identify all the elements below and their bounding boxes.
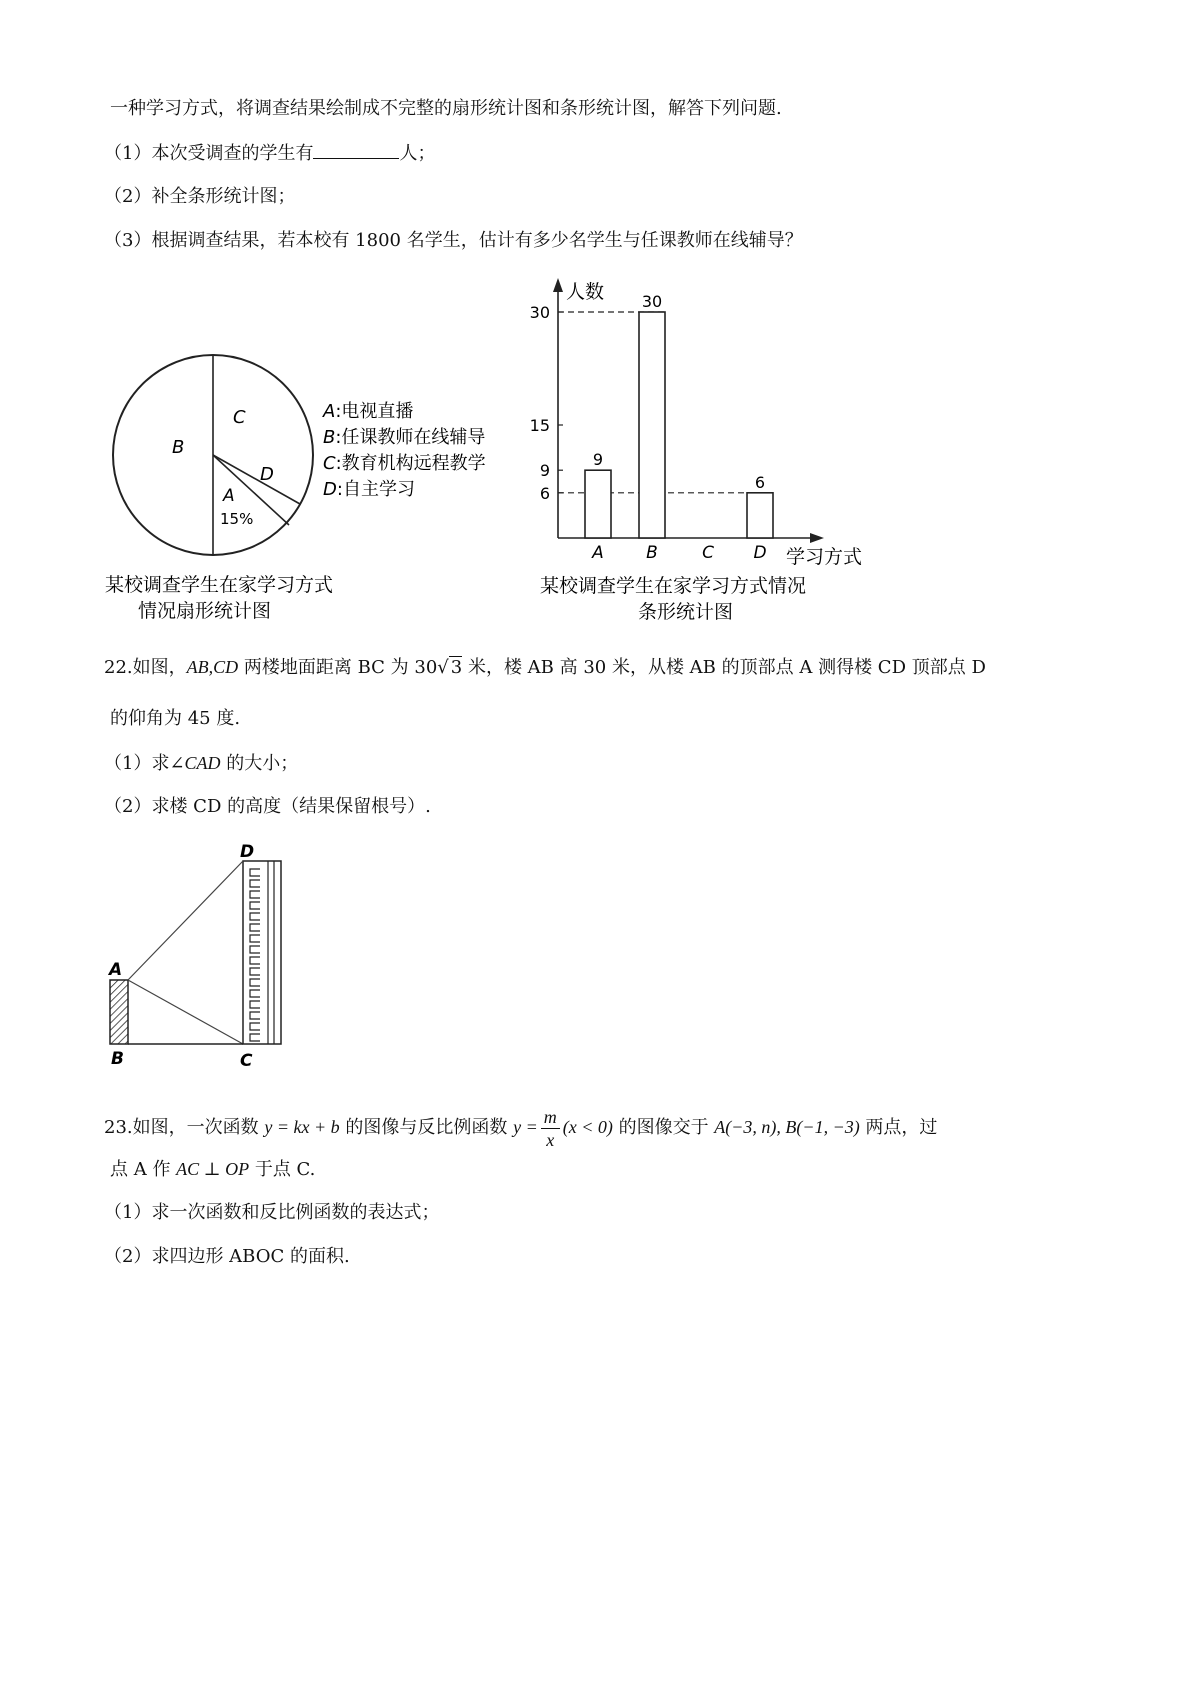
q22-part1 (104, 750, 298, 777)
q22-part1-b: 的大小； (220, 753, 299, 774)
svg-text:B:任课教师在线辅导 (323, 427, 485, 448)
line-ad (128, 861, 243, 980)
pie-label-d: D (260, 464, 274, 485)
svg-text:D:自主学习 (323, 479, 415, 500)
point-label-d: D (240, 842, 255, 862)
q22-distance-number: 30 (414, 657, 438, 678)
building-ab (110, 980, 128, 1044)
q22-part1-a: （1）求 (104, 753, 170, 774)
legend-key-b: B (323, 427, 336, 448)
q23-line1 (104, 1099, 937, 1155)
x-axis-arrow (810, 533, 824, 543)
building-cd (243, 861, 281, 1044)
point-label-c: C (240, 1051, 253, 1071)
q23-y-equals: y = (513, 1117, 538, 1137)
line-ac (128, 980, 243, 1044)
bar-chart (528, 270, 898, 630)
q23-part2: （2）求四边形 ABOC 的面积. (104, 1246, 350, 1267)
q23-line1-b: 的图像与反比例函数 (339, 1117, 514, 1138)
bar-data-label: 9 (592, 450, 604, 470)
q21-intro: 一种学习方式，将调查结果绘制成不完整的扇形统计图和条形统计图，解答下列问题. (110, 98, 782, 119)
pie-label-a-percent: 15% (220, 510, 254, 528)
q21-part1-after: 人； (399, 143, 436, 164)
pie-label-b: B (172, 437, 185, 458)
q23-fraction-denominator: x (546, 1129, 555, 1150)
pie-label-a: A (223, 486, 235, 506)
q22-part2: （2）求楼 CD 的高度（结果保留根号）. (104, 796, 431, 817)
q23-line1-d: 两点，过 (859, 1117, 938, 1138)
q22-line1 (104, 654, 986, 681)
q21-part2: （2）补全条形统计图； (104, 186, 296, 207)
q23-line1-a: 23.如图，一次函数 (104, 1117, 265, 1138)
q21-part1-before: （1）本次受调查的学生有 (104, 143, 314, 164)
legend-text-a: :电视直播 (335, 401, 414, 422)
x-tick-label: C (702, 543, 714, 563)
bar-caption-line2: 条形统计图 (638, 601, 734, 623)
q23-line2-b: 于点 C. (249, 1159, 316, 1180)
bar-a (585, 470, 611, 538)
legend-key-a: A (323, 401, 336, 422)
pie-figure (100, 325, 540, 625)
bar-data-label: 6 (754, 472, 766, 492)
q23-perpendicular: AC ⊥ OP (176, 1159, 250, 1179)
legend-text-c: :教育机构远程教学 (335, 453, 486, 474)
buildings-diagram (100, 835, 300, 1075)
bar-data-label: 30 (641, 292, 663, 311)
q23-line1-c: 的图像交于 (612, 1117, 715, 1138)
point-label-b: B (111, 1049, 124, 1069)
x-axis-label: 学习方式 (786, 546, 863, 568)
y-axis-arrow (553, 278, 563, 292)
q23-linear-function: y = kx + b (264, 1117, 340, 1137)
q22-line1-a: 22.如图， (104, 657, 187, 678)
q22-angle: ∠CAD (169, 753, 221, 773)
y-axis-label: 人数 (566, 281, 605, 303)
q23-fraction (541, 1106, 560, 1151)
q23-line2-a: 点 A 作 (110, 1159, 177, 1180)
legend-key-c: C (323, 453, 336, 474)
pie-caption-line1: 某校调查学生在家学习方式 (105, 574, 334, 596)
x-tick-label: B (646, 543, 658, 563)
y-tick-label: 6 (539, 483, 550, 503)
q23-condition: (x < 0) (562, 1117, 613, 1137)
q22-line1-c: 米，楼 AB 高 30 米，从楼 AB 的顶部点 A 测得楼 CD 顶部点 D (462, 657, 986, 678)
q22-line2: 的仰角为 45 度. (110, 708, 241, 729)
q23-line2 (110, 1156, 315, 1183)
q23-part1: （1）求一次函数和反比例函数的表达式； (104, 1202, 440, 1223)
x-tick-label: D (753, 543, 767, 563)
point-label-a: A (109, 960, 123, 980)
bar-d (747, 493, 773, 538)
y-tick-label: 15 (529, 416, 550, 435)
legend-text-b: :任课教师在线辅导 (335, 427, 486, 448)
pie-label-c: C (233, 407, 246, 428)
sqrt-sign: √ (437, 657, 449, 678)
legend-key-d: D (323, 479, 337, 500)
bar-caption-line1: 某校调查学生在家学习方式情况 (540, 575, 807, 597)
svg-text:A:电视直播 (322, 401, 413, 422)
q21-part3: （3）根据调查结果，若本校有 1800 名学生，估计有多少名学生与任课教师在线辅导？ (104, 230, 803, 251)
legend-text-d: :自主学习 (336, 479, 415, 500)
svg-text:C:教育机构远程教学 (323, 453, 486, 474)
q23-points: A(−3, n), B(−1, −3) (714, 1117, 860, 1137)
y-tick-label: 9 (539, 461, 550, 481)
q21-part1 (104, 140, 435, 167)
q23-fraction-numerator: m (541, 1106, 560, 1129)
q22-distance-root: 3 (450, 657, 463, 678)
pie-legend (322, 401, 486, 500)
pie-caption-line2: 情况扇形统计图 (138, 600, 272, 622)
bar-b (639, 312, 665, 538)
answer-blank (313, 140, 399, 159)
q22-line1-b: 两楼地面距离 BC 为 (238, 657, 415, 678)
y-tick-label: 30 (529, 303, 550, 322)
q22-math-abcd: AB,CD (186, 657, 239, 677)
x-tick-label: A (592, 543, 604, 563)
